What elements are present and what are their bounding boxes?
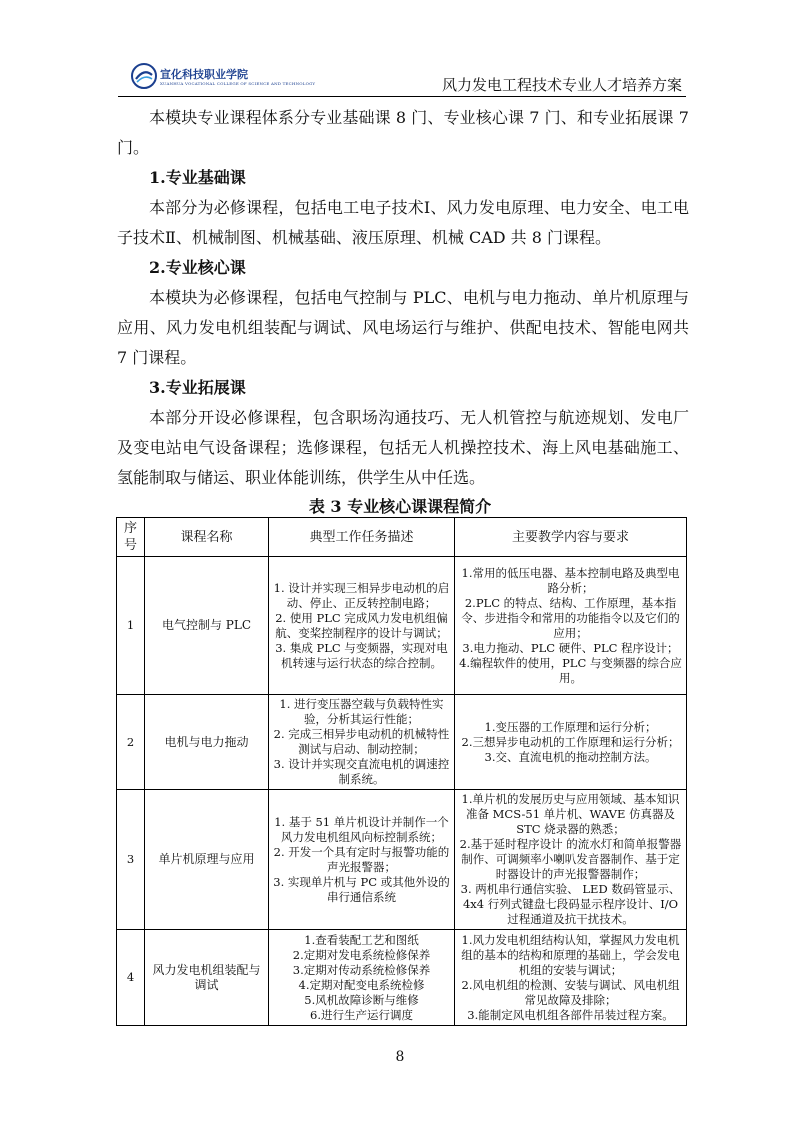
task-item: 1. 基于 51 单片机设计并制作一个风力发电机组风向标控制系统； [274,814,449,844]
header-num: 序号 [117,518,145,557]
table-row [117,930,687,1026]
header-content: 主要教学内容与要求 [455,518,687,557]
intro-paragraph: 本模块专业课程体系分专业基础课 8 门、专业核心课 7 门、和专业拓展课 7 门。 [117,108,689,157]
task-item: 1. 进行变压器空载与负载特性实验，分析其运行性能； [279,697,444,726]
content-item: 2.基于延时程序设计 的流水灯和简单报警器制作、可调频率小喇叭发音器制作、基于定时器设计的声光报警器制作； [459,837,682,881]
content-item: 1.常用的低压电器、基本控制电路及典型电路分析； [461,565,680,595]
course-name: 电气控制与 PLC [145,557,269,695]
task-item: 2. 完成三相异步电动机的机械特性测试与启动、制动控制； [273,727,450,756]
table-row [117,557,687,695]
course-name: 风力发电机组装配与调试 [145,930,269,1026]
task-item: 3. 集成 PLC 与变频器，实现对电机转速与运行状态的综合控制。 [275,640,448,670]
college-logo [130,62,316,94]
section-heading-core: 2.专业核心课 [149,258,246,277]
table-row [117,790,687,930]
content-item: 4.编程软件的使用，PLC 与变频器的综合应用。 [459,655,682,685]
teaching-content [455,695,687,790]
task-description [269,695,455,790]
content-item: 1.单片机的发展历史与应用领域、基本知识准备 MCS-51 单片机、WAVE 仿真器及 STC 烧录器的熟悉； [461,792,680,836]
content-item: 3. 两机串行通信实验、 LED 数码管显示、4x4 行列式键盘七段码显示程序设计、I/O 过程通道及抗干扰技术。 [460,882,681,926]
page-header [118,58,686,98]
table-header-row [117,518,687,557]
task-item: 3. 设计并实现交直流电机的调速控制系统。 [273,757,450,786]
section-heading-extension: 3.专业拓展课 [149,378,246,397]
section-text-foundation: 本部分为必修课程，包括电工电子技术Ⅰ、风力发电原理、电力安全、电工电子技术Ⅱ、机械制图、机械基础、液压原理、机械 CAD 共 8 门课程。 [117,198,689,247]
task-item: 3. 实现单片机与 PC 或其他外设的串行通信系统 [273,874,450,904]
content-item: 3.交、直流电机的拖动控制方法。 [484,749,657,764]
content-item: 2.PLC 的特点、结构、工作原理，基本指令、步进指令和常用的功能指令以及它们的应用； [461,595,680,640]
row-number: 1 [117,557,145,695]
task-description [269,790,455,930]
task-item: 5.风机故障诊断与维修 [304,992,419,1007]
table-caption: 表 3 专业核心课课程简介 [308,497,492,516]
body-text [117,103,689,493]
content-item: 3.能制定风电机组各部件吊装过程方案。 [467,1007,674,1022]
page-number: 8 [395,1049,405,1065]
content-item: 2.风电机组的检测、安装与调试、风电机组常见故障及排除； [461,977,680,1007]
task-item: 2. 开发一个具有定时与报警功能的声光报警器； [273,844,450,874]
section-text-extension: 本部分开设必修课程，包含职场沟通技巧、无人机管控与航迹规划、发电厂及变电站电气设备课程；选修课程，包括无人机操控技术、海上风电基础施工、氢能制取与储运、职业体能训练，供学生从中任选。 [117,408,689,487]
teaching-content [455,557,687,695]
task-item: 1. 设计并实现三相异步电动机的启动、停止、正反转控制电路； [273,580,450,610]
task-item: 3.定期对传动系统检修保养 [292,962,431,977]
content-item: 1.变压器的工作原理和运行分析； [484,719,657,734]
row-number: 4 [117,930,145,1026]
header-tasks: 典型工作任务描述 [269,518,455,557]
task-item: 1.查看装配工艺和图纸 [304,932,419,947]
teaching-content [455,930,687,1026]
task-item: 6.进行生产运行调度 [310,1007,413,1022]
course-name: 单片机原理与应用 [145,790,269,930]
header-divider [118,96,686,97]
task-item: 2.定期对发电系统检修保养 [292,947,431,962]
table-row [117,695,687,790]
logo-subtext: XUANHUA VOCATIONAL COLLEGE OF SCIENCE AND TECHNOLOGY [160,81,316,86]
content-item: 2.三想异步电动机的工作原理和运行分析； [461,734,680,749]
teaching-content [455,790,687,930]
logo-text: 宣化科技职业学院 [160,68,248,81]
row-number: 2 [117,695,145,790]
content-item: 3.电力拖动、PLC 硬件、PLC 程序设计； [462,640,679,655]
section-text-core: 本模块为必修课程，包括电气控制与 PLC、电机与电力拖动、单片机原理与应用、风力发电机组装配与调试、风电场运行与维护、供配电技术、智能电网共 7 门课程。 [117,288,689,367]
task-description [269,930,455,1026]
content-item: 1.风力发电机组结构认知，掌握风力发电机组的基本的结构和原理的基础上，学会发电机组的安装与调试； [461,932,680,977]
section-heading-foundation: 1.专业基础课 [149,168,246,187]
document-title: 风力发电工程技术专业人才培养方案 [441,76,682,94]
course-name: 电机与电力拖动 [145,695,269,790]
task-item: 2. 使用 PLC 完成风力发电机组偏航、变桨控制程序的设计与调试； [275,610,448,640]
header-course-name: 课程名称 [145,518,269,557]
task-description [269,557,455,695]
core-course-table [116,517,687,1026]
task-item: 4.定期对配变电系统检修 [298,977,425,992]
college-emblem-icon [130,62,158,90]
row-number: 3 [117,790,145,930]
